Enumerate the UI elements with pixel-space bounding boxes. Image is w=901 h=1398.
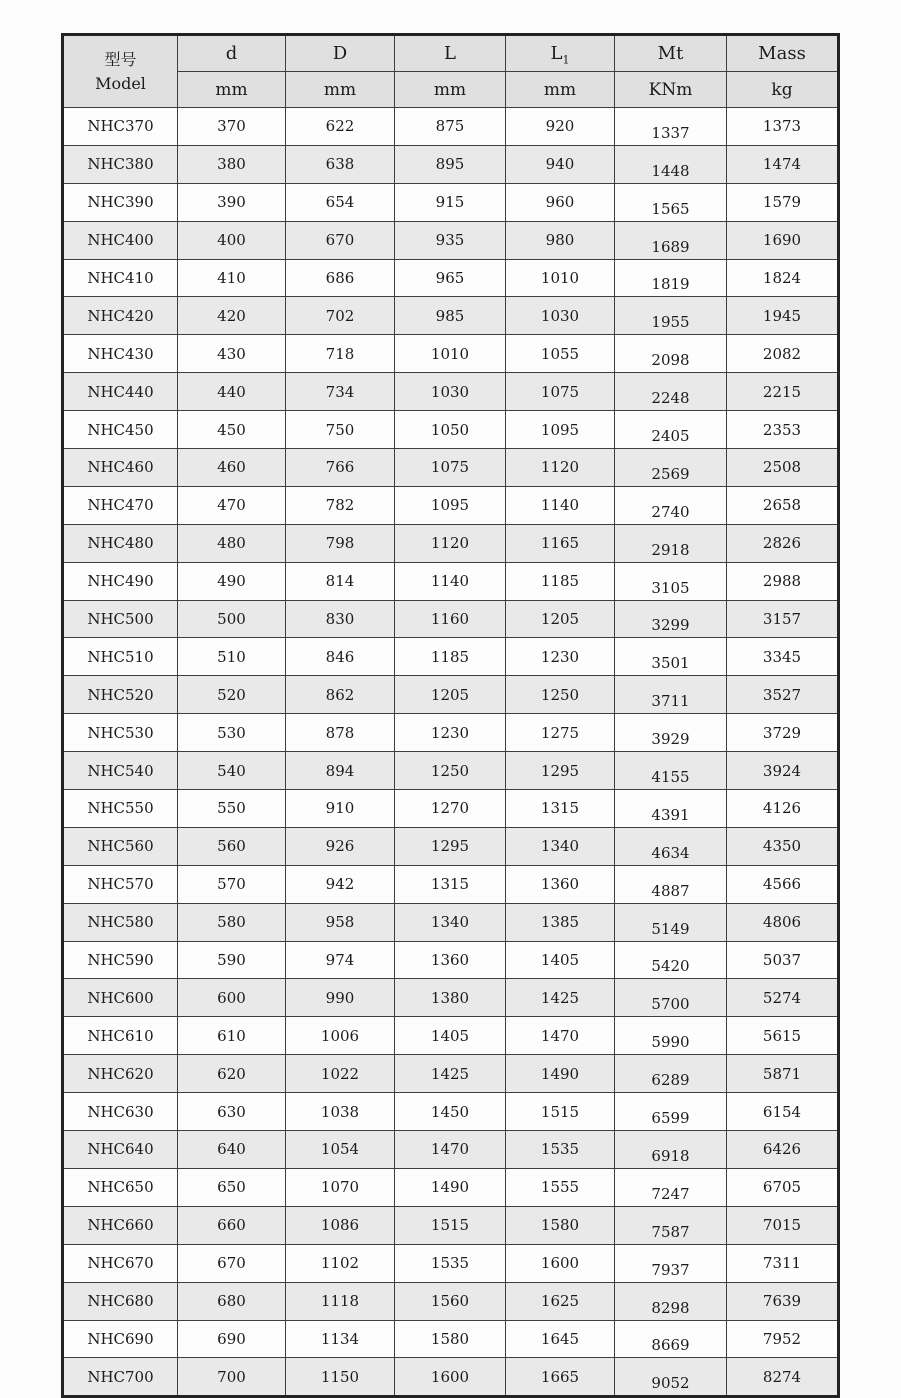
unit-d: mm bbox=[178, 72, 286, 108]
value-cell: 610 bbox=[178, 1017, 286, 1055]
value-cell: 6705 bbox=[727, 1168, 839, 1206]
value-cell: 690 bbox=[178, 1320, 286, 1358]
value-cell: 1580 bbox=[506, 1206, 615, 1244]
col-header-model bbox=[63, 35, 178, 108]
value-cell: 814 bbox=[286, 562, 395, 600]
value-cell: 1515 bbox=[395, 1206, 506, 1244]
value-cell: 8274 bbox=[727, 1358, 839, 1397]
table-row bbox=[63, 979, 839, 1017]
value-cell: 958 bbox=[286, 903, 395, 941]
value-cell: 1010 bbox=[506, 259, 615, 297]
value-cell: 410 bbox=[178, 259, 286, 297]
value-cell: 1055 bbox=[506, 335, 615, 373]
table-row bbox=[63, 1131, 839, 1169]
table-row bbox=[63, 411, 839, 449]
value-cell: 6918 bbox=[615, 1131, 727, 1169]
value-cell: 894 bbox=[286, 752, 395, 790]
table-row bbox=[63, 714, 839, 752]
value-cell: 638 bbox=[286, 145, 395, 183]
value-cell: 390 bbox=[178, 183, 286, 221]
value-cell: 1385 bbox=[506, 903, 615, 941]
value-cell: 1579 bbox=[727, 183, 839, 221]
value-cell: 686 bbox=[286, 259, 395, 297]
value-cell: 1945 bbox=[727, 297, 839, 335]
unit-L1: mm bbox=[506, 72, 615, 108]
value-cell: 8298 bbox=[615, 1282, 727, 1320]
value-cell: 3729 bbox=[727, 714, 839, 752]
value-cell: 1120 bbox=[506, 449, 615, 487]
value-cell: 1360 bbox=[395, 941, 506, 979]
value-cell: 500 bbox=[178, 600, 286, 638]
model-cell: NHC680 bbox=[63, 1282, 178, 1320]
model-cell: NHC530 bbox=[63, 714, 178, 752]
value-cell: 2918 bbox=[615, 524, 727, 562]
header-row-labels bbox=[63, 35, 839, 72]
value-cell: 5149 bbox=[615, 903, 727, 941]
value-cell: 700 bbox=[178, 1358, 286, 1397]
value-cell: 5615 bbox=[727, 1017, 839, 1055]
col-header-Mass: Mass bbox=[727, 35, 839, 72]
value-cell: 1275 bbox=[506, 714, 615, 752]
value-cell: 1690 bbox=[727, 221, 839, 259]
table-row bbox=[63, 1244, 839, 1282]
value-cell: 2082 bbox=[727, 335, 839, 373]
value-cell: 4887 bbox=[615, 865, 727, 903]
value-cell: 1515 bbox=[506, 1093, 615, 1131]
value-cell: 920 bbox=[506, 108, 615, 146]
value-cell: 480 bbox=[178, 524, 286, 562]
value-cell: 460 bbox=[178, 449, 286, 487]
value-cell: 660 bbox=[178, 1206, 286, 1244]
table-row bbox=[63, 335, 839, 373]
col-header-d: d bbox=[178, 35, 286, 72]
table-row bbox=[63, 373, 839, 411]
value-cell: 1315 bbox=[506, 790, 615, 828]
value-cell: 3527 bbox=[727, 676, 839, 714]
table-row bbox=[63, 524, 839, 562]
value-cell: 974 bbox=[286, 941, 395, 979]
table-row bbox=[63, 1282, 839, 1320]
value-cell: 1010 bbox=[395, 335, 506, 373]
value-cell: 2508 bbox=[727, 449, 839, 487]
table-row bbox=[63, 752, 839, 790]
table-row bbox=[63, 1358, 839, 1397]
spec-table bbox=[61, 33, 840, 1398]
model-cell: NHC650 bbox=[63, 1168, 178, 1206]
value-cell: 1340 bbox=[395, 903, 506, 941]
value-cell: 6154 bbox=[727, 1093, 839, 1131]
value-cell: 1095 bbox=[395, 486, 506, 524]
value-cell: 1038 bbox=[286, 1093, 395, 1131]
value-cell: 4126 bbox=[727, 790, 839, 828]
value-cell: 1086 bbox=[286, 1206, 395, 1244]
value-cell: 4634 bbox=[615, 827, 727, 865]
table-row bbox=[63, 1320, 839, 1358]
model-cell: NHC600 bbox=[63, 979, 178, 1017]
value-cell: 5871 bbox=[727, 1055, 839, 1093]
value-cell: 1448 bbox=[615, 145, 727, 183]
value-cell: 782 bbox=[286, 486, 395, 524]
value-cell: 7015 bbox=[727, 1206, 839, 1244]
value-cell: 1118 bbox=[286, 1282, 395, 1320]
model-cell: NHC520 bbox=[63, 676, 178, 714]
value-cell: 1185 bbox=[506, 562, 615, 600]
table-row bbox=[63, 221, 839, 259]
value-cell: 985 bbox=[395, 297, 506, 335]
value-cell: 1140 bbox=[506, 486, 615, 524]
value-cell: 520 bbox=[178, 676, 286, 714]
value-cell: 1490 bbox=[506, 1055, 615, 1093]
value-cell: 5990 bbox=[615, 1017, 727, 1055]
value-cell: 622 bbox=[286, 108, 395, 146]
value-cell: 630 bbox=[178, 1093, 286, 1131]
value-cell: 6599 bbox=[615, 1093, 727, 1131]
value-cell: 3711 bbox=[615, 676, 727, 714]
value-cell: 370 bbox=[178, 108, 286, 146]
value-cell: 1270 bbox=[395, 790, 506, 828]
model-cell: NHC410 bbox=[63, 259, 178, 297]
value-cell: 530 bbox=[178, 714, 286, 752]
value-cell: 6426 bbox=[727, 1131, 839, 1169]
table-row bbox=[63, 827, 839, 865]
value-cell: 5420 bbox=[615, 941, 727, 979]
value-cell: 1580 bbox=[395, 1320, 506, 1358]
value-cell: 875 bbox=[395, 108, 506, 146]
model-cell: NHC580 bbox=[63, 903, 178, 941]
value-cell: 400 bbox=[178, 221, 286, 259]
value-cell: 5037 bbox=[727, 941, 839, 979]
value-cell: 3501 bbox=[615, 638, 727, 676]
value-cell: 570 bbox=[178, 865, 286, 903]
value-cell: 540 bbox=[178, 752, 286, 790]
model-cell: NHC700 bbox=[63, 1358, 178, 1397]
value-cell: 2569 bbox=[615, 449, 727, 487]
model-cell: NHC460 bbox=[63, 449, 178, 487]
value-cell: 1075 bbox=[395, 449, 506, 487]
value-cell: 490 bbox=[178, 562, 286, 600]
unit-Mass: kg bbox=[727, 72, 839, 108]
value-cell: 470 bbox=[178, 486, 286, 524]
value-cell: 915 bbox=[395, 183, 506, 221]
value-cell: 2098 bbox=[615, 335, 727, 373]
value-cell: 1625 bbox=[506, 1282, 615, 1320]
value-cell: 1250 bbox=[506, 676, 615, 714]
value-cell: 766 bbox=[286, 449, 395, 487]
table-row bbox=[63, 183, 839, 221]
model-cell: NHC440 bbox=[63, 373, 178, 411]
value-cell: 830 bbox=[286, 600, 395, 638]
value-cell: 580 bbox=[178, 903, 286, 941]
value-cell: 862 bbox=[286, 676, 395, 714]
value-cell: 7247 bbox=[615, 1168, 727, 1206]
model-cell: NHC610 bbox=[63, 1017, 178, 1055]
unit-Mt: KNm bbox=[615, 72, 727, 108]
col-header-L1 bbox=[506, 35, 615, 72]
value-cell: 1295 bbox=[506, 752, 615, 790]
value-cell: 2988 bbox=[727, 562, 839, 600]
table-row bbox=[63, 297, 839, 335]
unit-D: mm bbox=[286, 72, 395, 108]
value-cell: 2248 bbox=[615, 373, 727, 411]
value-cell: 1405 bbox=[506, 941, 615, 979]
value-cell: 1165 bbox=[506, 524, 615, 562]
value-cell: 1230 bbox=[506, 638, 615, 676]
value-cell: 1120 bbox=[395, 524, 506, 562]
table-row bbox=[63, 145, 839, 183]
table-row bbox=[63, 108, 839, 146]
value-cell: 2740 bbox=[615, 486, 727, 524]
value-cell: 1102 bbox=[286, 1244, 395, 1282]
model-cell: NHC590 bbox=[63, 941, 178, 979]
table-row bbox=[63, 562, 839, 600]
value-cell: 2826 bbox=[727, 524, 839, 562]
value-cell: 1819 bbox=[615, 259, 727, 297]
value-cell: 1373 bbox=[727, 108, 839, 146]
model-cell: NHC560 bbox=[63, 827, 178, 865]
value-cell: 846 bbox=[286, 638, 395, 676]
value-cell: 1425 bbox=[395, 1055, 506, 1093]
model-cell: NHC570 bbox=[63, 865, 178, 903]
value-cell: 3345 bbox=[727, 638, 839, 676]
value-cell: 1340 bbox=[506, 827, 615, 865]
value-cell: 910 bbox=[286, 790, 395, 828]
value-cell: 2405 bbox=[615, 411, 727, 449]
value-cell: 510 bbox=[178, 638, 286, 676]
value-cell: 1405 bbox=[395, 1017, 506, 1055]
value-cell: 942 bbox=[286, 865, 395, 903]
value-cell: 450 bbox=[178, 411, 286, 449]
model-cell: NHC380 bbox=[63, 145, 178, 183]
value-cell: 935 bbox=[395, 221, 506, 259]
value-cell: 895 bbox=[395, 145, 506, 183]
value-cell: 3299 bbox=[615, 600, 727, 638]
value-cell: 1689 bbox=[615, 221, 727, 259]
value-cell: 1474 bbox=[727, 145, 839, 183]
value-cell: 1425 bbox=[506, 979, 615, 1017]
value-cell: 420 bbox=[178, 297, 286, 335]
value-cell: 4155 bbox=[615, 752, 727, 790]
value-cell: 750 bbox=[286, 411, 395, 449]
value-cell: 1140 bbox=[395, 562, 506, 600]
value-cell: 1955 bbox=[615, 297, 727, 335]
value-cell: 1205 bbox=[395, 676, 506, 714]
value-cell: 680 bbox=[178, 1282, 286, 1320]
value-cell: 1150 bbox=[286, 1358, 395, 1397]
value-cell: 7639 bbox=[727, 1282, 839, 1320]
col-header-model-cn: 型号 bbox=[104, 50, 137, 70]
model-cell: NHC640 bbox=[63, 1131, 178, 1169]
table-row bbox=[63, 638, 839, 676]
value-cell: 1360 bbox=[506, 865, 615, 903]
value-cell: 3929 bbox=[615, 714, 727, 752]
value-cell: 1250 bbox=[395, 752, 506, 790]
value-cell: 670 bbox=[178, 1244, 286, 1282]
value-cell: 1030 bbox=[506, 297, 615, 335]
value-cell: 1022 bbox=[286, 1055, 395, 1093]
value-cell: 965 bbox=[395, 259, 506, 297]
value-cell: 1450 bbox=[395, 1093, 506, 1131]
value-cell: 440 bbox=[178, 373, 286, 411]
value-cell: 1160 bbox=[395, 600, 506, 638]
value-cell: 380 bbox=[178, 145, 286, 183]
model-cell: NHC500 bbox=[63, 600, 178, 638]
value-cell: 1295 bbox=[395, 827, 506, 865]
value-cell: 3924 bbox=[727, 752, 839, 790]
value-cell: 960 bbox=[506, 183, 615, 221]
header-row-units bbox=[63, 72, 839, 108]
value-cell: 5700 bbox=[615, 979, 727, 1017]
value-cell: 2215 bbox=[727, 373, 839, 411]
value-cell: 980 bbox=[506, 221, 615, 259]
value-cell: 1030 bbox=[395, 373, 506, 411]
table-row bbox=[63, 1017, 839, 1055]
value-cell: 1600 bbox=[395, 1358, 506, 1397]
value-cell: 702 bbox=[286, 297, 395, 335]
col-header-model-en: Model bbox=[95, 73, 146, 93]
value-cell: 990 bbox=[286, 979, 395, 1017]
value-cell: 600 bbox=[178, 979, 286, 1017]
value-cell: 7952 bbox=[727, 1320, 839, 1358]
unit-L: mm bbox=[395, 72, 506, 108]
value-cell: 550 bbox=[178, 790, 286, 828]
value-cell: 2658 bbox=[727, 486, 839, 524]
value-cell: 1050 bbox=[395, 411, 506, 449]
model-cell: NHC670 bbox=[63, 1244, 178, 1282]
model-cell: NHC370 bbox=[63, 108, 178, 146]
table-body bbox=[63, 108, 839, 1397]
value-cell: 1535 bbox=[506, 1131, 615, 1169]
model-cell: NHC420 bbox=[63, 297, 178, 335]
model-cell: NHC400 bbox=[63, 221, 178, 259]
value-cell: 5274 bbox=[727, 979, 839, 1017]
value-cell: 718 bbox=[286, 335, 395, 373]
value-cell: 650 bbox=[178, 1168, 286, 1206]
value-cell: 654 bbox=[286, 183, 395, 221]
value-cell: 1600 bbox=[506, 1244, 615, 1282]
table-header bbox=[63, 35, 839, 108]
value-cell: 640 bbox=[178, 1131, 286, 1169]
col-header-L: L bbox=[395, 35, 506, 72]
value-cell: 1337 bbox=[615, 108, 727, 146]
value-cell: 1665 bbox=[506, 1358, 615, 1397]
model-cell: NHC660 bbox=[63, 1206, 178, 1244]
value-cell: 1070 bbox=[286, 1168, 395, 1206]
value-cell: 670 bbox=[286, 221, 395, 259]
value-cell: 7937 bbox=[615, 1244, 727, 1282]
model-cell: NHC490 bbox=[63, 562, 178, 600]
value-cell: 1560 bbox=[395, 1282, 506, 1320]
value-cell: 734 bbox=[286, 373, 395, 411]
value-cell: 940 bbox=[506, 145, 615, 183]
table-row bbox=[63, 259, 839, 297]
value-cell: 1205 bbox=[506, 600, 615, 638]
value-cell: 8669 bbox=[615, 1320, 727, 1358]
value-cell: 560 bbox=[178, 827, 286, 865]
table-row bbox=[63, 449, 839, 487]
value-cell: 1380 bbox=[395, 979, 506, 1017]
value-cell: 3157 bbox=[727, 600, 839, 638]
col-header-D: D bbox=[286, 35, 395, 72]
table-row bbox=[63, 676, 839, 714]
model-cell: NHC470 bbox=[63, 486, 178, 524]
model-cell: NHC620 bbox=[63, 1055, 178, 1093]
model-cell: NHC390 bbox=[63, 183, 178, 221]
value-cell: 1555 bbox=[506, 1168, 615, 1206]
value-cell: 1824 bbox=[727, 259, 839, 297]
value-cell: 1470 bbox=[395, 1131, 506, 1169]
value-cell: 1315 bbox=[395, 865, 506, 903]
value-cell: 3105 bbox=[615, 562, 727, 600]
model-cell: NHC690 bbox=[63, 1320, 178, 1358]
table-row bbox=[63, 790, 839, 828]
model-cell: NHC540 bbox=[63, 752, 178, 790]
value-cell: 1230 bbox=[395, 714, 506, 752]
value-cell: 590 bbox=[178, 941, 286, 979]
model-cell: NHC450 bbox=[63, 411, 178, 449]
table-row bbox=[63, 941, 839, 979]
model-cell: NHC550 bbox=[63, 790, 178, 828]
value-cell: 798 bbox=[286, 524, 395, 562]
value-cell: 1054 bbox=[286, 1131, 395, 1169]
col-header-L1-main: L bbox=[550, 43, 563, 64]
model-cell: NHC430 bbox=[63, 335, 178, 373]
value-cell: 7311 bbox=[727, 1244, 839, 1282]
value-cell: 1134 bbox=[286, 1320, 395, 1358]
value-cell: 1565 bbox=[615, 183, 727, 221]
value-cell: 4350 bbox=[727, 827, 839, 865]
table-row bbox=[63, 1093, 839, 1131]
col-header-L1-sub: 1 bbox=[562, 53, 570, 67]
value-cell: 620 bbox=[178, 1055, 286, 1093]
table-row bbox=[63, 865, 839, 903]
value-cell: 926 bbox=[286, 827, 395, 865]
value-cell: 1075 bbox=[506, 373, 615, 411]
model-cell: NHC510 bbox=[63, 638, 178, 676]
table-row bbox=[63, 903, 839, 941]
value-cell: 1490 bbox=[395, 1168, 506, 1206]
value-cell: 4566 bbox=[727, 865, 839, 903]
value-cell: 1095 bbox=[506, 411, 615, 449]
table-row bbox=[63, 1206, 839, 1244]
value-cell: 7587 bbox=[615, 1206, 727, 1244]
value-cell: 9052 bbox=[615, 1358, 727, 1397]
value-cell: 1185 bbox=[395, 638, 506, 676]
value-cell: 878 bbox=[286, 714, 395, 752]
value-cell: 2353 bbox=[727, 411, 839, 449]
value-cell: 1645 bbox=[506, 1320, 615, 1358]
value-cell: 4806 bbox=[727, 903, 839, 941]
model-cell: NHC630 bbox=[63, 1093, 178, 1131]
model-cell: NHC480 bbox=[63, 524, 178, 562]
table-row bbox=[63, 1055, 839, 1093]
value-cell: 4391 bbox=[615, 790, 727, 828]
col-header-Mt: Mt bbox=[615, 35, 727, 72]
value-cell: 1006 bbox=[286, 1017, 395, 1055]
table-row bbox=[63, 600, 839, 638]
value-cell: 1470 bbox=[506, 1017, 615, 1055]
table-row bbox=[63, 486, 839, 524]
value-cell: 6289 bbox=[615, 1055, 727, 1093]
value-cell: 430 bbox=[178, 335, 286, 373]
table-row bbox=[63, 1168, 839, 1206]
value-cell: 1535 bbox=[395, 1244, 506, 1282]
